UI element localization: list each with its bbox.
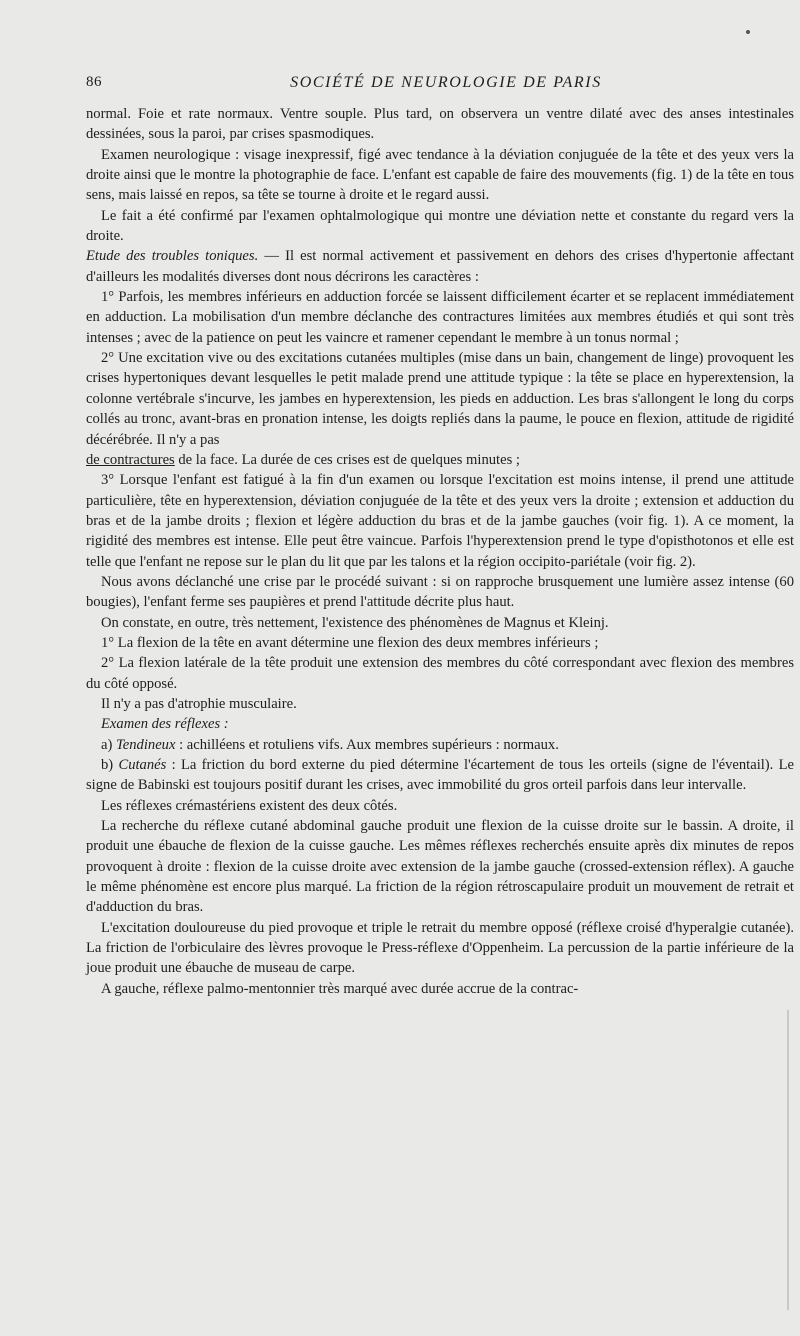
- body-text: [86, 104, 794, 999]
- paragraph: Examen neurologique : visage inexpressif, figé avec tendance à la déviation conjuguée de la tête et des yeux vers la droite ainsi que le montre la photographie de face. L'enfant est capable de faire des mouvements (fig. 1) de la tête en tous sens, mais laissé en repos, sa tête se tourne à droite et le regard aussi.: [86, 146, 794, 204]
- paragraph: 1° La flexion de la tête en avant détermine une flexion des deux membres inférieurs ;: [101, 634, 599, 651]
- paragraph: On constate, en outre, très nettement, l'existence des phénomènes de Magnus et Kleinj.: [101, 614, 609, 631]
- paragraph-text: de la face. La durée de ces crises est de quelques minutes ;: [174, 451, 520, 468]
- paragraph: [86, 714, 794, 734]
- paragraph: normal. Foie et rate normaux. Ventre souple. Plus tard, on observera un ventre dilaté avec des anses intestinales dessinées, sous la paroi, par crises spasmodiques.: [86, 106, 794, 143]
- paragraph: 1° Parfois, les membres inférieurs en adduction forcée se laissent difficilement écarter et se replacent immédiatement en adduction. La mobilisation d'un membre déclanche des contractures limitées aux membres étudiés et qui sont très intenses ; avec de la patience on peut les vaincre et ramener cependant le membre à un tonus normal ;: [86, 289, 794, 346]
- section-heading: Etude des troubles toniques.: [86, 248, 259, 265]
- list-marker: a): [101, 736, 113, 753]
- subheading: Cutanés: [118, 757, 167, 773]
- paragraph: [86, 246, 794, 287]
- paragraph: [86, 735, 794, 755]
- paragraph: [86, 755, 794, 796]
- paragraph: 3° Lorsque l'enfant est fatigué à la fin d'un examen ou lorsque l'excitation est moins intense, il prend une attitude particulière, tête en hyperextension, déviation conjuguée de la tête et des yeux vers la droite ; extension et adduction du bras et de la jambe droits ; flexion et légère adduction du bras et de la jambe gauches (voir fig. 1). A ce moment, la rigidité des membres est intense. Elle peut être vaincue. Parfois l'hyperextension prend le type d'opisthotonos et elle est telle que l'enfant ne repose sur le plan du lit que par les talons et la région occipito-pariétale (voir fig. 2).: [86, 472, 794, 570]
- page-edge-shadow: [787, 1010, 789, 1310]
- paragraph: Les réflexes crémastériens existent des deux côtés.: [101, 797, 398, 814]
- paragraph: A gauche, réflexe palmo-mentonnier très marqué avec durée accrue de la contrac-: [101, 980, 579, 997]
- underlined-text: de contractures: [86, 451, 175, 468]
- paragraph-text: : achilléens et rotuliens vifs. Aux membres supérieurs : normaux.: [175, 736, 559, 753]
- paragraph: Nous avons déclanché une crise par le procédé suivant : si on rapproche brusquement une lumière assez intense (60 bougies), l'enfant ferme ses paupières et prend l'attitude décrite plus haut.: [86, 573, 794, 611]
- paragraph: 2° Une excitation vive ou des excitations cutanées multiples (mise dans un bain, changement de linge) provoquent les crises hypertoniques devant lesquelles le petit malade prend une attitude typique : la tête se place en hyperextension, la colonne vertébrale s'incurve, les jambes en hyperextension, les pieds en adduction. Les bras s'allongent le long du corps collés au tronc, avant-bras en pronation intense, les doigts repliés dans la paume, le pouce en flexion, attitude de rigidité décérébrée. Il n'y a pas: [86, 350, 794, 448]
- paragraph: L'excitation douloureuse du pied provoque et triple le retrait du membre opposé (réflexe croisé d'hyperalgie cutanée). La friction de l'orbiculaire des lèvres provoque le Press-réflexe d'Oppenheim. La percussion de la partie inférieure de la joue produit une ébauche de museau de carpe.: [86, 919, 794, 977]
- page-number: 86: [86, 74, 102, 90]
- list-marker: b): [101, 757, 114, 773]
- journal-title: SOCIÉTÉ DE NEUROLOGIE DE PARIS: [290, 74, 602, 91]
- paragraph: Le fait a été confirmé par l'examen ophtalmologique qui montre une déviation nette et constante du regard vers la droite.: [86, 207, 794, 245]
- paragraph-text: — Il est normal activement et passivement en dehors des crises d'hypertonie affectant d'ailleurs les modalités diverses dont nous décrirons les caractères :: [86, 248, 794, 285]
- scan-speck: [746, 30, 750, 34]
- section-heading: Examen des réflexes :: [101, 716, 229, 733]
- paragraph-text: : La friction du bord externe du pied détermine l'écartement de tous les orteils (signe de l'éventail). Le signe de Babinski est toujours positif durant les crises, avec immobilité du gros orteil parfois dans leur intervalle.: [86, 757, 794, 794]
- paragraph: [86, 450, 794, 470]
- paragraph: Il n'y a pas d'atrophie musculaire.: [101, 695, 297, 712]
- paragraph: La recherche du réflexe cutané abdominal gauche produit une flexion de la cuisse droite sur le bassin. A droite, il produit une ébauche de flexion de la cuisse gauche. Les mêmes réflexes recherchés ensuite après dix minutes de repos provoquent à droite : flexion de la cuisse droite avec extension de la jambe gauche (crossed-extension réflex). A gauche le même phénomène est encore plus marqué. La friction de la région rétroscapulaire produit un mouvement de retrait et d'adduction du bras.: [86, 818, 794, 916]
- subheading: Tendineux: [116, 736, 176, 753]
- running-head: [86, 74, 794, 96]
- paragraph: 2° La flexion latérale de la tête produit une extension des membres du côté correspondant avec flexion des membres du côté opposé.: [86, 655, 794, 692]
